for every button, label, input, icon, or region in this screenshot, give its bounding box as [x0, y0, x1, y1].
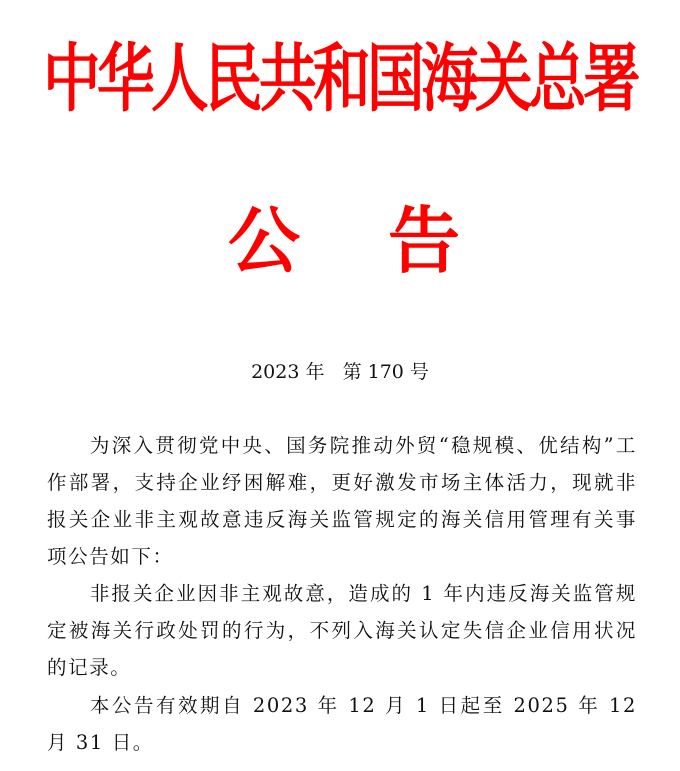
body-paragraph-validity: 本公告有效期自 2023 年 12 月 1 日起至 2025 年 12 月 31 日。	[47, 694, 637, 754]
body-paragraph-rule: 非报关企业因非主观故意，造成的 1 年内违反海关监管规定被海关行政处罚的行为，不列入海关认定失信企业信用状况的记录。	[47, 582, 637, 679]
body-paragraph-intro: 为深入贯彻党中央、国务院推动外贸“稳规模、优结构”工作部署，支持企业纾困解难，更好激发市场主体活力，现就非报关企业非主观故意违反海关监管规定的海关信用管理有关事项公告如下：	[47, 434, 637, 568]
notice-title-char-2: 告	[388, 199, 461, 283]
notice-title-char-1: 公	[228, 199, 301, 283]
notice-title	[0, 196, 680, 286]
announcement-body	[47, 427, 637, 761]
document-number: 2023 年 第 170 号	[251, 361, 429, 383]
agency-title: 中华人民共和国海关总署	[43, 37, 637, 123]
